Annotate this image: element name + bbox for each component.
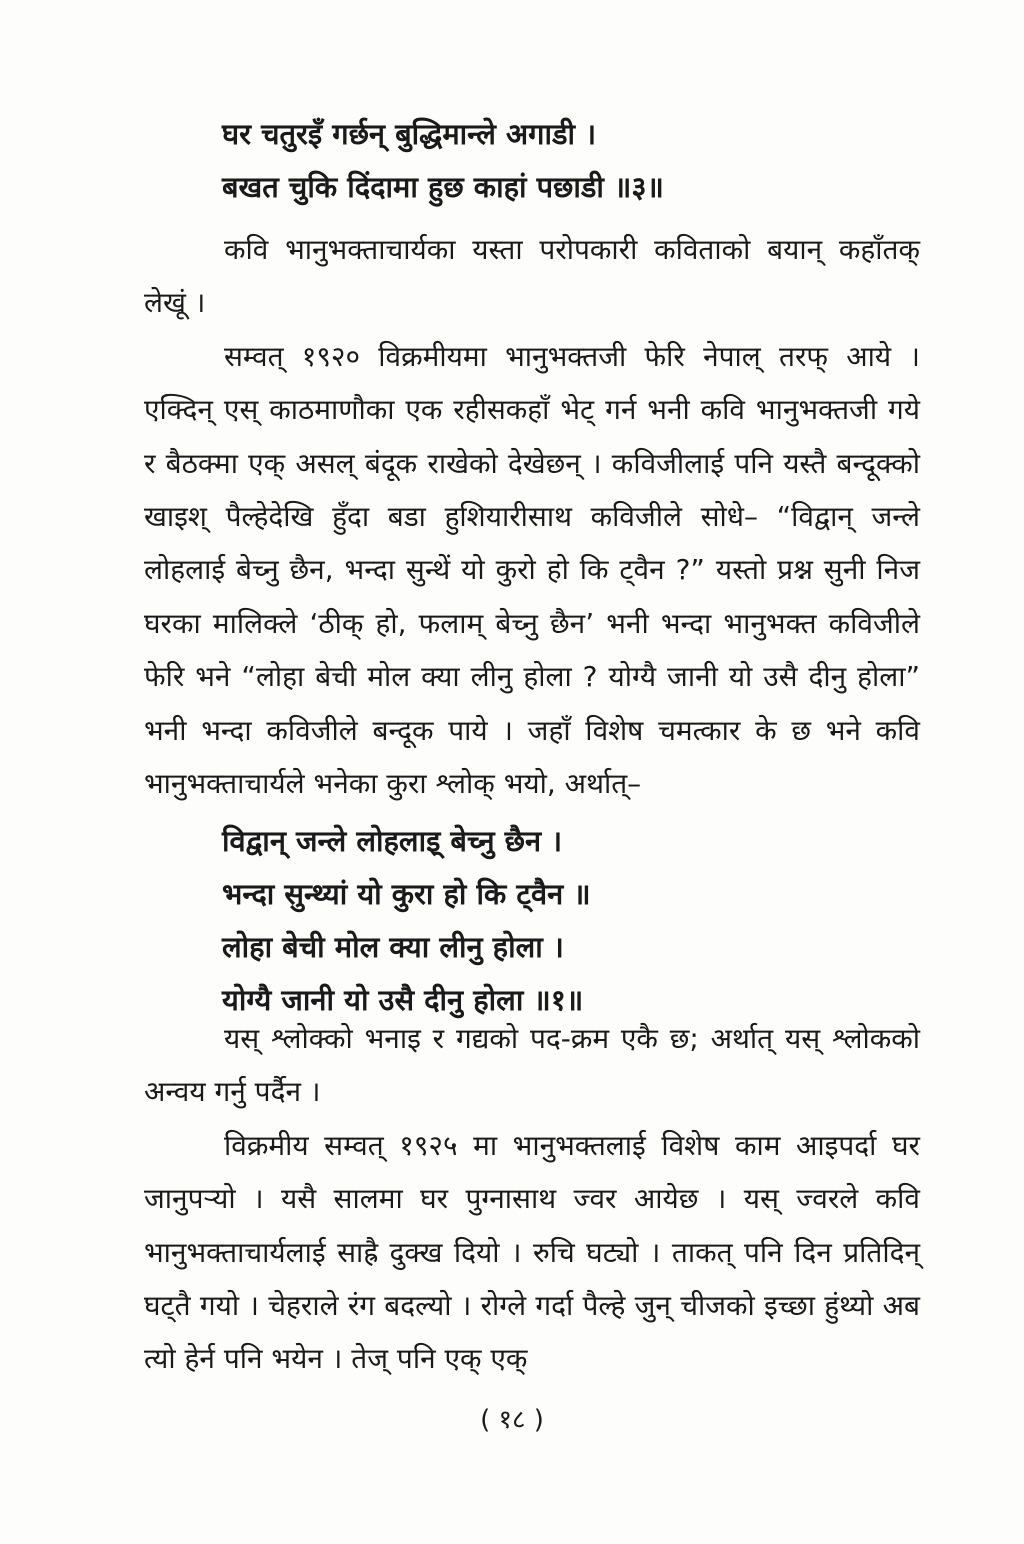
verse-line: विद्वान् जन्ले लोहलाइ् बेच्नु छैन । bbox=[222, 824, 563, 858]
paragraph: यस् श्लोक्को भनाइ र गद्यको पद-क्रम एकै छ; अर्थात् यस् श्लोकको अन्वय गर्नु पर्दैन । bbox=[144, 1022, 920, 1109]
verse-line: भन्दा सुन्थ्यां यो कुरा हो कि ट्वैन ॥ bbox=[222, 877, 591, 911]
verse-line: लोहा बेची मोल क्या लीनु होला । bbox=[222, 930, 564, 964]
verse-line: घर चतुरइँ गर्छन् बुद्धिमान्ले अगाडी । bbox=[222, 117, 597, 151]
paragraph: सम्वत् १९२० विक्रमीयमा भानुभक्तजी फेरि नेपाल् तरफ् आये । एक्दिन् एस् काठमाणौका एक रहीसकहाँ भेट् गर्न भनी कवि भानुभक्तजी गये र बैठक्मा एक् असल् बंदूक राखेको देखेछन् । कविजीलाई पनि यस्तै बन्दूक्को खाइश् पैल्हेदेखि हुँदा बडा हुशियारीसाथ कविजीले सोधे– “विद्वान् जन्ले लोहलाई बेच्नु छैन, भन्दा सुन्थें यो कुरो हो कि ट्वैन ?” यस्तो प्रश्न सुनी निज घरका मालिक्ले ‘ठीक् हो, फलाम् बेच्नु छैन’ भनी भन्दा भानुभक्त कविजीले फेरि भने “लोहा बेची मोल क्या लीनु होला ? योग्यै जानी यो उसै दीनु होला” भनी भन्दा कविजीले बन्दूक पाये । जहाँ विशेष चमत्कार के छ भने कवि भानुभक्ताचार्यले भनेका कुरा श्लोक् भयो, अर्थात्– bbox=[144, 339, 920, 801]
prose-block-2 bbox=[144, 1012, 920, 1386]
paragraph: विक्रमीय सम्वत् १९२५ मा भानुभक्तलाई विशेष काम आइपर्दा घर जानुपऱ्यो । यसै सालमा घर पुग्नासाथ ज्वर आयेछ । यस् ज्वरले कवि भानुभक्ताचार्यलाई साह्रै दुक्ख दियो । रुचि घट्यो । ताकत् पनि दिन प्रतिदिन् घट्तै गयो । चेहराले रंग बदल्यो । रोग्ले गर्दा पैल्हे जुन् चीजको इच्छा हुंथ्यो अब त्यो हेर्न पनि भयेन । तेज् पनि एक् एक् bbox=[144, 1128, 920, 1376]
prose-block-1 bbox=[144, 223, 920, 810]
verse-line: योग्यै जानी यो उसै दीनु होला ॥१॥ bbox=[222, 983, 584, 1017]
verse-block-middle bbox=[222, 815, 591, 1027]
verse-block-top bbox=[222, 108, 664, 214]
verse-line: बखत चुकि दिंदामा हुछ काहां पछाडी ॥३॥ bbox=[222, 170, 664, 204]
paragraph: कवि भानुभक्ताचार्यका यस्ता परोपकारी कविताको बयान् कहाँतक् लेखूं । bbox=[144, 233, 920, 320]
page-number: ( १८ ) bbox=[480, 1405, 544, 1435]
